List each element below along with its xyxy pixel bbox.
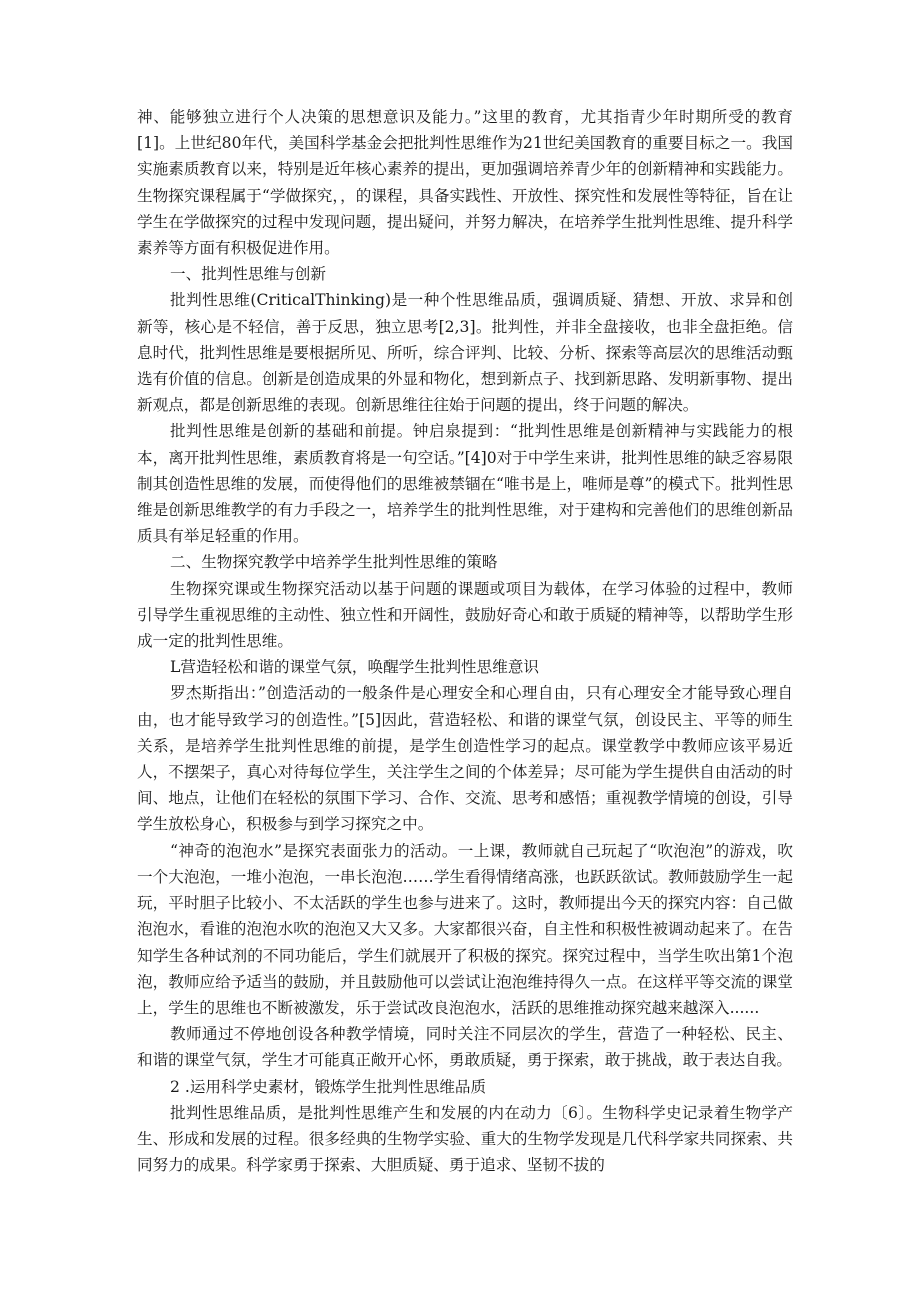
subsection-heading-1: L营造轻松和谐的课堂气氛，唤醒学生批判性思维意识 (170, 658, 540, 677)
paragraph: 批判性思维品质，是批判性思维产生和发展的内在动力〔6〕。生物科学史记录着生物学产生、形成和发展的过程。很多经典的生物学实验、重大的生物学发现是几代科学家共同探索、共同努力的成果。科学家勇于探索、大胆质疑、勇于追求、坚韧不拔的 (137, 1103, 793, 1175)
paragraph: 罗杰斯指出：”创造活动的一般条件是心理安全和心理自由，只有心理安全才能导致心理自由，也才能导致学习的创造性。”[5]因此，营造轻松、和谐的课堂气氛，创设民主、平等的师生关系，是培养学生批判性思维的前提，是学生创造性学习的起点。课堂教学中教师应该平易近人，不摆架子，真心对待每位学生，关注学生之间的个体差异；尽可能为学生提供自由活动的时间、地点，让他们在轻松的氛围下学习、合作、交流、思考和感悟；重视教学情境的创设，引导学生放松身心，积极参与到学习探究之中。 (137, 684, 793, 834)
paragraph: “神奇的泡泡水”是探究表面张力的活动。一上课，教师就自己玩起了“吹泡泡”的游戏，吹一个大泡泡，一堆小泡泡，一串长泡泡……学生看得情绪高涨，也跃跃欲试。教师鼓励学生一起玩，平时胆子比较小、不太活跃的学生也参与进来了。这时，教师提出今天的探究内容：自己做泡泡水，看谁的泡泡水吹的泡泡又大又多。大家都很兴奋，自主性和积极性被调动起来了。在告知学生各种试剂的不同功能后，学生们就展开了积极的探究。探究过程中，当学生吹出第1个泡泡，教师应给予适当的鼓励，并且鼓励他可以尝试让泡泡维持得久一点。在这样平等交流的课堂上，学生的思维也不断被激发，乐于尝试改良泡泡水，活跃的思维推动探究越来越深入...... (137, 841, 793, 1017)
section-heading-1: 一、批判性思维与创新 (170, 265, 326, 284)
section-heading-2: 二、生物探究教学中培养学生批判性思维的策略 (170, 553, 498, 572)
subsection-heading-2: 2 .运用科学史素材，锻炼学生批判性思维品质 (170, 1077, 487, 1096)
document-page (137, 104, 793, 1178)
paragraph: 批判性思维(CriticalThinking)是一种个性思维品质，强调质疑、猜想、开放、求异和创新等，核心是不轻信，善于反思，独立思考[2,3]。批判性，并非全盘接收，也非全盘拒绝。信息时代，批判性思维是要根据所见、所听，综合评判、比较、分析、探索等高层次的思维活动甄选有价值的信息。创新是创造成果的外显和物化，想到新点子、找到新思路、发明新事物、提出新观点，都是创新思维的表现。创新思维往往始于问题的提出，终于问题的解决。 (137, 291, 793, 415)
paragraph: 生物探究课或生物探究活动以基于问题的课题或项目为载体，在学习体验的过程中，教师引导学生重视思维的主动性、独立性和开阔性，鼓励好奇心和敢于质疑的精神等，以帮助学生形成一定的批判性思维。 (137, 579, 793, 651)
paragraph-intro-continuation: 神、能够独立进行个人决策的思想意识及能力。”这里的教育，尤其指青少年时期所受的教育[1]。上世纪80年代，美国科学基金会把批判性思维作为21世纪美国教育的重要目标之一。我国实施素质教育以来，特别是近年核心素养的提出，更加强调培养青少年的创新精神和实践能力。生物探究课程属于“学做探究，，的课程，具备实践性、开放性、探究性和发展性等特征，旨在让学生在学做探究的过程中发现问题，提出疑问，并努力解决，在培养学生批判性思维、提升科学素养等方面有积极促进作用。 (137, 108, 793, 258)
paragraph: 批判性思维是创新的基础和前提。钟启泉提到：“批判性思维是创新精神与实践能力的根本，离开批判性思维，素质教育将是一句空话。”[4]0对于中学生来讲，批判性思维的缺乏容易限制其创造性思维的发展，而使得他们的思维被禁锢在“唯书是上，唯师是尊”的模式下。批判性思维是创新思维教学的有力手段之一，培养学生的批判性思维，对于建构和完善他们的思维创新品质具有举足轻重的作用。 (137, 422, 793, 546)
paragraph: 教师通过不停地创设各种教学情境，同时关注不同层次的学生，营造了一种轻松、民主、和谐的课堂气氛，学生才可能真正敞开心怀，勇敢质疑，勇于探索，敢于挑战，敢于表达自我。 (137, 1025, 793, 1070)
